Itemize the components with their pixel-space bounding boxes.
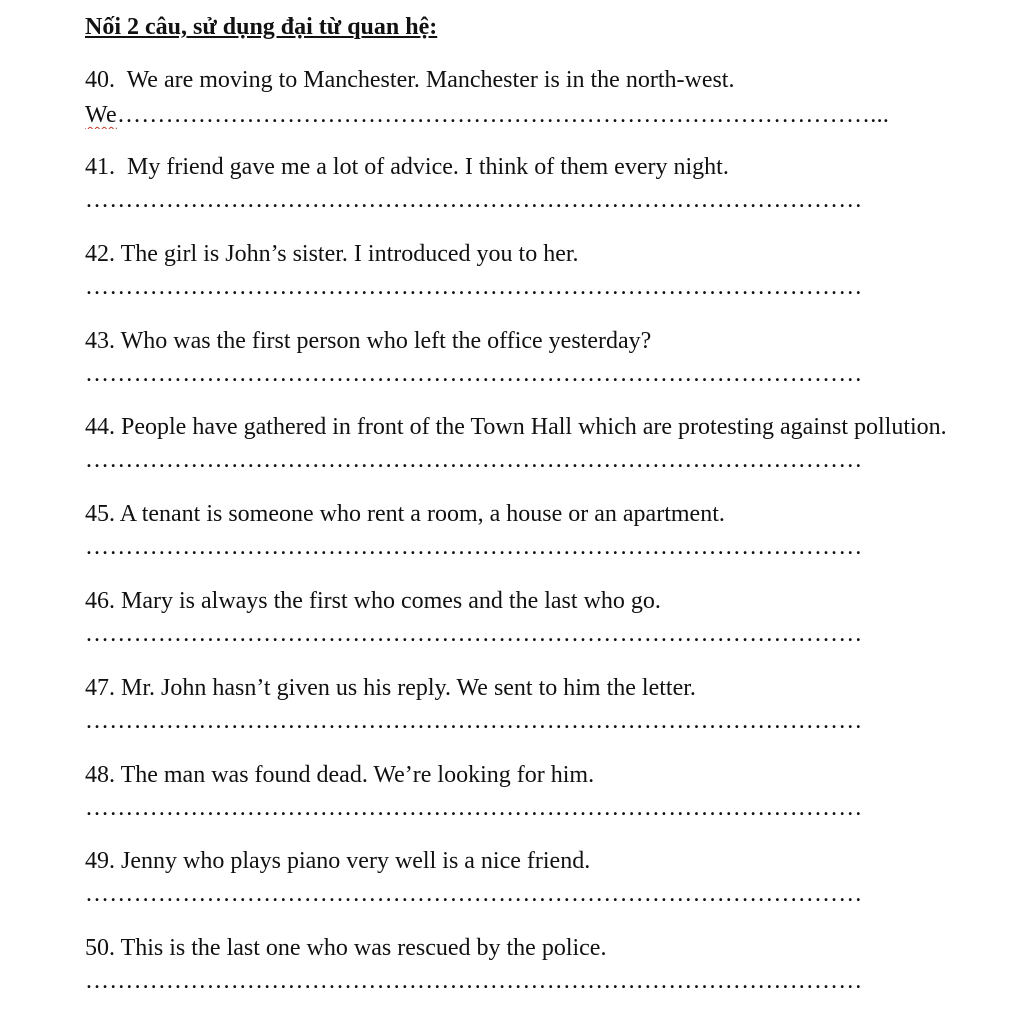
- answer-line-43[interactable]: ……………………………………………………………………………………: [85, 361, 863, 387]
- question-40: [85, 66, 734, 94]
- question-text: Jenny who plays piano very well is a nice friend.: [121, 848, 591, 874]
- question-text: Mr. John hasn’t given us his reply. We sent to him the letter.: [121, 675, 696, 701]
- answer-line-40[interactable]: [85, 101, 965, 129]
- question-number: 43.: [85, 328, 115, 354]
- question-text: A tenant is someone who rent a room, a house or an apartment.: [119, 501, 725, 527]
- question-number: 45.: [85, 501, 115, 527]
- answer-dots: …………………………………………………………………………………...: [116, 102, 890, 128]
- question-45: [85, 500, 725, 528]
- answer-line-42[interactable]: ……………………………………………………………………………………: [85, 274, 863, 300]
- question-44: [85, 413, 947, 441]
- answer-line-44[interactable]: ……………………………………………………………………………………: [85, 447, 863, 473]
- question-number: 40.: [85, 67, 115, 93]
- question-text: The man was found dead. We’re looking for him.: [120, 762, 595, 788]
- answer-line-49[interactable]: ……………………………………………………………………………………: [85, 881, 863, 907]
- question-text: The girl is John’s sister. I introduced you to her.: [120, 241, 579, 267]
- question-50: [85, 934, 606, 962]
- question-text: People have gathered in front of the Town Hall which are protesting against pollution.: [121, 414, 947, 440]
- answer-line-41[interactable]: ……………………………………………………………………………………: [85, 187, 863, 213]
- question-number: 48.: [85, 762, 115, 788]
- question-number: 50.: [85, 935, 115, 961]
- question-48: [85, 761, 594, 789]
- question-43: [85, 327, 651, 355]
- question-number: 44.: [85, 414, 115, 440]
- question-text: We are moving to Manchester. Manchester is in the north-west.: [126, 67, 735, 93]
- question-46: [85, 587, 661, 615]
- question-42: [85, 240, 579, 268]
- answer-line-45[interactable]: ……………………………………………………………………………………: [85, 534, 863, 560]
- question-number: 49.: [85, 848, 115, 874]
- question-number: 41.: [85, 154, 115, 180]
- question-number: 47.: [85, 675, 115, 701]
- question-text: My friend gave me a lot of advice. I think of them every night.: [127, 154, 729, 180]
- question-number: 46.: [85, 588, 115, 614]
- question-text: Who was the first person who left the office yesterday?: [120, 328, 652, 354]
- question-49: [85, 847, 590, 875]
- answer-line-48[interactable]: ……………………………………………………………………………………: [85, 795, 863, 821]
- question-number: 42.: [85, 241, 115, 267]
- question-47: [85, 674, 696, 702]
- answer-line-46[interactable]: ……………………………………………………………………………………: [85, 621, 863, 647]
- answer-prefix: We: [85, 102, 117, 128]
- question-text: Mary is always the first who comes and the last who go.: [121, 588, 661, 614]
- question-41: [85, 153, 729, 181]
- answer-line-47[interactable]: ……………………………………………………………………………………: [85, 708, 863, 734]
- question-text: This is the last one who was rescued by the police.: [120, 935, 607, 961]
- exercise-title: Nối 2 câu, sử dụng đại từ quan hệ:: [85, 14, 438, 40]
- answer-line-50[interactable]: ……………………………………………………………………………………: [85, 968, 863, 994]
